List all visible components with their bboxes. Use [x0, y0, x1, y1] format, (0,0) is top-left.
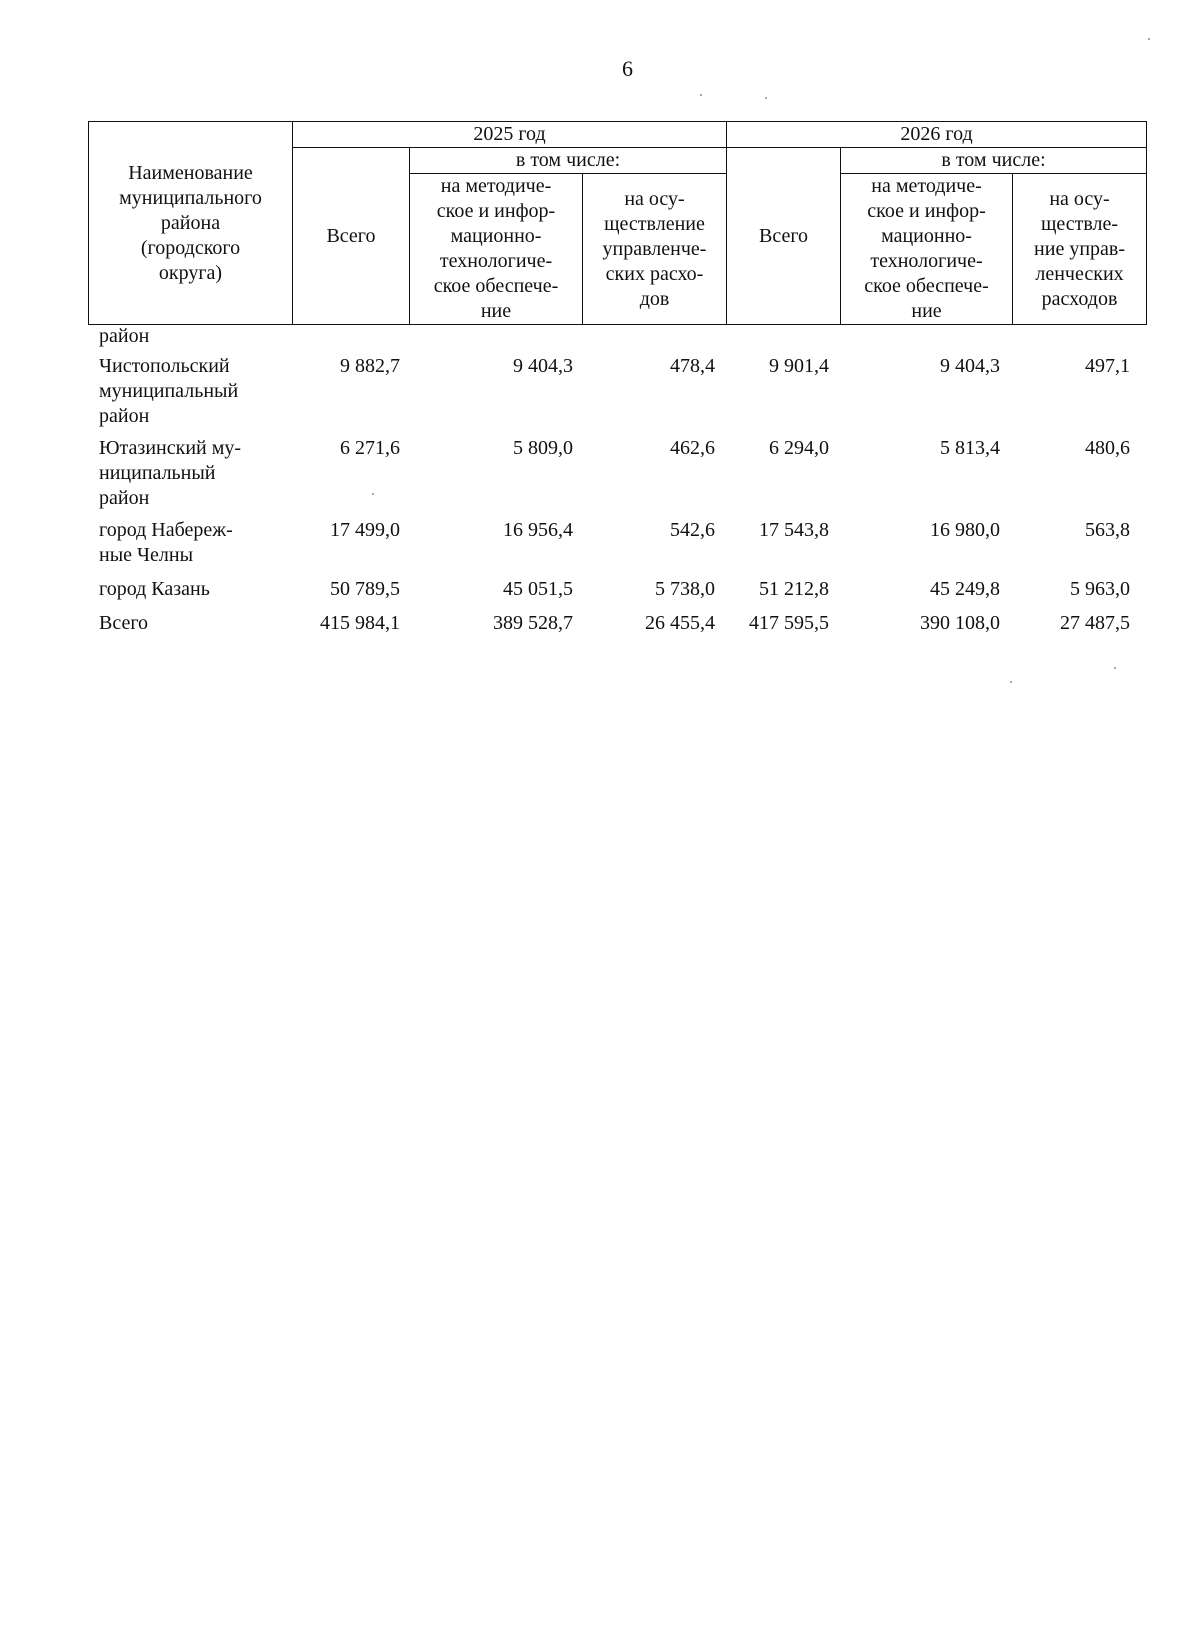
header-total-2026: Всего — [727, 148, 841, 325]
header-administrative-2026: на осу- ществле- ние управ- ленческих расходов — [1013, 174, 1147, 325]
cell-administrative-2026: 497,1 — [1085, 355, 1130, 377]
header-including-2025: в том числе: — [410, 148, 727, 174]
cell-administrative-2026: 563,8 — [1085, 519, 1130, 541]
cell-administrative-2026: 27 487,5 — [1060, 612, 1130, 634]
table-row — [88, 577, 1146, 611]
header-administrative-2025: на осу- ществление управленче- ских расхо- дов — [583, 174, 727, 325]
row-name: Всего — [99, 612, 149, 634]
scan-speck — [372, 493, 374, 495]
cell-total-2026: 6 294,0 — [769, 437, 829, 459]
row-name: город Казань — [99, 578, 210, 600]
scan-speck — [1114, 667, 1116, 669]
cell-total-2026: 51 212,8 — [759, 578, 829, 600]
continuation-text: район — [99, 325, 150, 347]
cell-methodical-2025: 16 956,4 — [503, 519, 573, 541]
cell-total-2026: 9 901,4 — [769, 355, 829, 377]
row-name: Ютазинский му- ниципальный район — [99, 437, 242, 509]
header-methodical-2026: на методиче- ское и инфор- мационно- технологиче- ское обеспече- ние — [841, 174, 1013, 325]
cell-methodical-2025: 389 528,7 — [493, 612, 573, 634]
header-year-2026: 2026 год — [727, 122, 1147, 148]
scan-speck — [700, 94, 702, 96]
scan-speck — [765, 97, 767, 99]
cell-methodical-2026: 45 249,8 — [930, 578, 1000, 600]
cell-administrative-2025: 5 738,0 — [655, 578, 715, 600]
table-row — [88, 436, 1146, 518]
cell-methodical-2026: 390 108,0 — [920, 612, 1000, 634]
table-header — [88, 121, 1147, 325]
header-methodical-2025: на методиче- ское и инфор- мационно- технологиче- ское обеспече- ние — [410, 174, 583, 325]
cell-administrative-2026: 5 963,0 — [1070, 578, 1130, 600]
cell-total-2025: 17 499,0 — [330, 519, 400, 541]
row-name: Чистопольский муниципальный район — [99, 355, 239, 427]
table-row — [88, 518, 1146, 577]
cell-methodical-2025: 45 051,5 — [503, 578, 573, 600]
cell-total-2025: 50 789,5 — [330, 578, 400, 600]
scan-speck — [1148, 38, 1150, 40]
page-number: 6 — [622, 56, 633, 81]
cell-administrative-2025: 462,6 — [670, 437, 715, 459]
cell-methodical-2026: 5 813,4 — [940, 437, 1000, 459]
cell-total-2025: 415 984,1 — [320, 612, 400, 634]
header-total-2025: Всего — [293, 148, 410, 325]
cell-administrative-2025: 26 455,4 — [645, 612, 715, 634]
continuation-row — [88, 324, 1146, 354]
cell-total-2026: 417 595,5 — [749, 612, 829, 634]
cell-total-2025: 9 882,7 — [340, 355, 400, 377]
cell-methodical-2025: 9 404,3 — [513, 355, 573, 377]
row-name: город Набереж- ные Челны — [99, 519, 233, 566]
cell-total-2025: 6 271,6 — [340, 437, 400, 459]
cell-methodical-2026: 16 980,0 — [930, 519, 1000, 541]
table-row — [88, 354, 1146, 436]
cell-methodical-2026: 9 404,3 — [940, 355, 1000, 377]
table-body — [88, 324, 1146, 645]
cell-methodical-2025: 5 809,0 — [513, 437, 573, 459]
header-year-2025: 2025 год — [293, 122, 727, 148]
cell-administrative-2025: 542,6 — [670, 519, 715, 541]
cell-administrative-2026: 480,6 — [1085, 437, 1130, 459]
cell-administrative-2025: 478,4 — [670, 355, 715, 377]
header-including-2026: в том числе: — [841, 148, 1147, 174]
scan-speck — [1010, 681, 1012, 683]
table-total-row — [88, 611, 1146, 645]
header-municipality-name: Наименование муниципального района (городского округа) — [89, 122, 293, 325]
cell-total-2026: 17 543,8 — [759, 519, 829, 541]
